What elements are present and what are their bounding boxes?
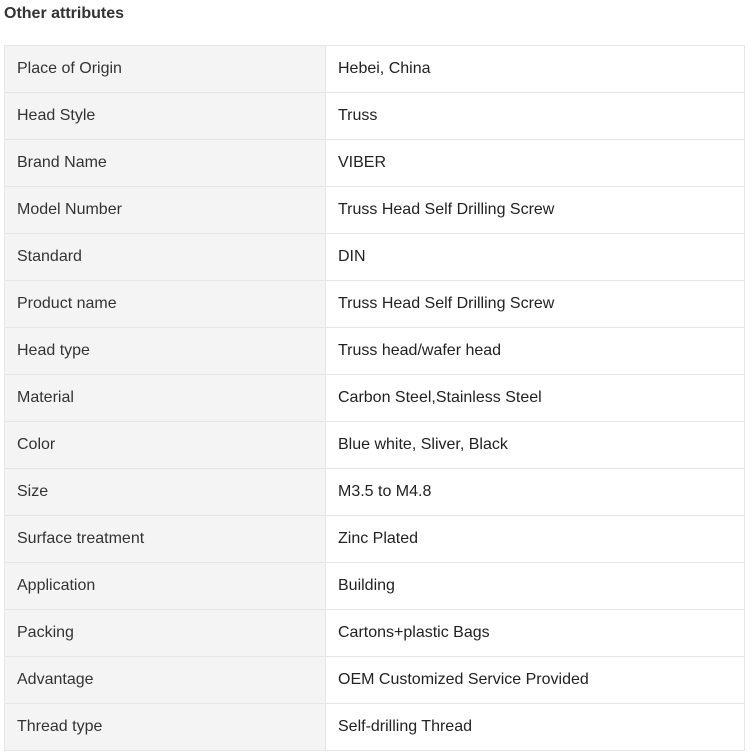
attribute-name: Color — [5, 422, 326, 469]
attribute-value: Blue white, Sliver, Black — [326, 422, 745, 469]
attribute-name: Head Style — [5, 93, 326, 140]
attribute-name: Application — [5, 563, 326, 610]
attributes-table — [4, 45, 745, 751]
attribute-name: Model Number — [5, 187, 326, 234]
attribute-value: VIBER — [326, 140, 745, 187]
attribute-value: Building — [326, 563, 745, 610]
table-row — [5, 516, 745, 563]
attribute-value: OEM Customized Service Provided — [326, 657, 745, 704]
attribute-name: Brand Name — [5, 140, 326, 187]
table-row — [5, 46, 745, 93]
table-row — [5, 93, 745, 140]
table-row — [5, 328, 745, 375]
attribute-value: Self-drilling Thread — [326, 704, 745, 751]
table-row — [5, 469, 745, 516]
attribute-value: DIN — [326, 234, 745, 281]
attribute-value: Truss Head Self Drilling Screw — [326, 187, 745, 234]
table-row — [5, 704, 745, 751]
attribute-value: M3.5 to M4.8 — [326, 469, 745, 516]
attribute-name: Advantage — [5, 657, 326, 704]
section-title: Other attributes — [4, 5, 125, 22]
table-row — [5, 610, 745, 657]
attribute-name: Head type — [5, 328, 326, 375]
attribute-value: Hebei, China — [326, 46, 745, 93]
attribute-name: Size — [5, 469, 326, 516]
attribute-value: Cartons+plastic Bags — [326, 610, 745, 657]
table-row — [5, 563, 745, 610]
table-row — [5, 140, 745, 187]
attribute-value: Truss head/wafer head — [326, 328, 745, 375]
attribute-value: Zinc Plated — [326, 516, 745, 563]
attribute-name: Thread type — [5, 704, 326, 751]
table-row — [5, 281, 745, 328]
attribute-name: Standard — [5, 234, 326, 281]
table-row — [5, 422, 745, 469]
attribute-value: Truss Head Self Drilling Screw — [326, 281, 745, 328]
table-row — [5, 187, 745, 234]
attribute-name: Product name — [5, 281, 326, 328]
attribute-name: Material — [5, 375, 326, 422]
attribute-name: Place of Origin — [5, 46, 326, 93]
attribute-value: Carbon Steel,Stainless Steel — [326, 375, 745, 422]
table-row — [5, 234, 745, 281]
attribute-value: Truss — [326, 93, 745, 140]
attribute-name: Surface treatment — [5, 516, 326, 563]
table-row — [5, 375, 745, 422]
attribute-name: Packing — [5, 610, 326, 657]
table-row — [5, 657, 745, 704]
